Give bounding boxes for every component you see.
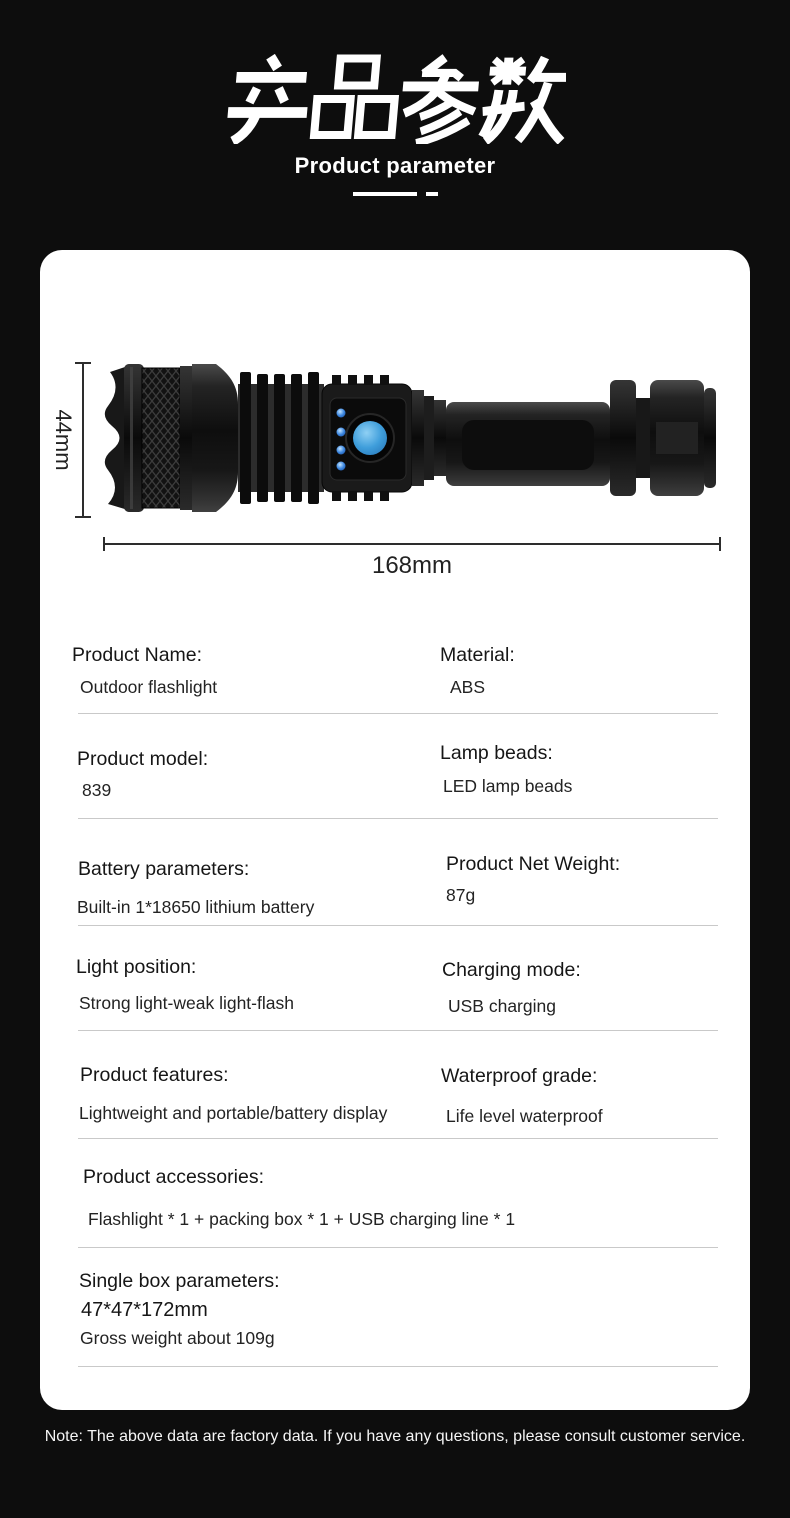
cjk-title-strokes bbox=[224, 54, 566, 144]
length-dim-cap-right bbox=[719, 537, 721, 551]
flashlight-art bbox=[100, 356, 720, 520]
row-divider bbox=[78, 818, 718, 819]
page-subtitle: Product parameter bbox=[294, 153, 496, 178]
row-divider bbox=[78, 1030, 718, 1031]
spec-value: 839 bbox=[82, 780, 112, 800]
spec-label: Charging mode: bbox=[442, 959, 581, 981]
header-divider bbox=[0, 192, 790, 196]
spec-value: Gross weight about 109g bbox=[80, 1328, 275, 1348]
spec-label: Product features: bbox=[80, 1064, 229, 1086]
spec-label: Product accessories: bbox=[83, 1166, 264, 1188]
row-divider bbox=[78, 713, 718, 714]
spec-value: Outdoor flashlight bbox=[80, 677, 218, 697]
divider-bar-short bbox=[426, 192, 438, 196]
height-dim-line bbox=[82, 363, 84, 517]
spec-label: Material: bbox=[440, 644, 515, 666]
spec-value: ABS bbox=[450, 677, 486, 697]
spec-value: 87g bbox=[446, 885, 476, 905]
row-divider bbox=[78, 1366, 718, 1367]
spec-label: Battery parameters: bbox=[78, 858, 250, 880]
spec-value: Lightweight and portable/battery display bbox=[79, 1103, 388, 1123]
spec-label: Product model: bbox=[77, 748, 209, 770]
height-dim-cap-bottom bbox=[75, 516, 91, 518]
spec-value: LED lamp beads bbox=[443, 776, 573, 796]
height-dim-label: 44mm bbox=[51, 409, 76, 471]
spec-label: Waterproof grade: bbox=[441, 1065, 598, 1087]
spec-label: Product Name: bbox=[72, 644, 203, 666]
row-divider bbox=[78, 925, 718, 926]
spec-value: Strong light-weak light-flash bbox=[79, 993, 294, 1013]
page-title-text bbox=[0, 0, 1, 1]
row-divider bbox=[78, 1247, 718, 1248]
row-divider bbox=[78, 1138, 718, 1139]
flashlight-image bbox=[100, 356, 720, 520]
length-dim-line bbox=[104, 543, 720, 545]
spec-label: Product Net Weight: bbox=[446, 853, 621, 875]
footer-note: Note: The above data are factory data. If you have any questions, please consult customer service. bbox=[44, 1428, 746, 1445]
spec-value: Flashlight * 1 + packing box * 1 + USB charging line * 1 bbox=[88, 1209, 516, 1229]
divider-bar-long bbox=[353, 192, 417, 196]
spec-value: USB charging bbox=[448, 996, 556, 1016]
spec-label: Light position: bbox=[76, 956, 197, 978]
spec-value: Built-in 1*18650 lithium battery bbox=[77, 897, 315, 917]
page-title-cjk-art bbox=[224, 54, 566, 144]
spec-label: Lamp beads: bbox=[440, 742, 553, 764]
spec-value: Life level waterproof bbox=[446, 1106, 603, 1126]
spec-value: 47*47*172mm bbox=[81, 1299, 208, 1321]
spec-label: Single box parameters: bbox=[79, 1270, 280, 1292]
length-dim-label: 168mm bbox=[371, 552, 453, 579]
